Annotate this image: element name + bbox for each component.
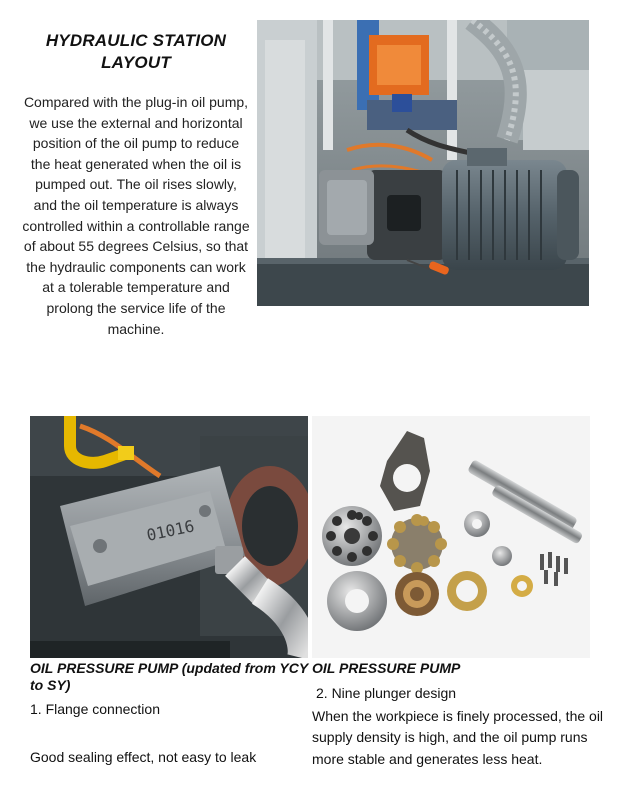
left-caption-title: OIL PRESSURE PUMP (updated from YCY to SY) <box>30 660 308 693</box>
page-title <box>22 30 250 74</box>
right-caption-item-2: When the workpiece is finely processed, the oil supply density is high, and the oil pump runs more stable and generates less heat. <box>312 707 604 767</box>
pump-parts-photo <box>312 416 590 658</box>
title-line-1: HYDRAULIC STATION <box>45 31 227 50</box>
oil-pressure-pump-photo <box>30 416 308 658</box>
hydraulic-station-photo <box>257 20 589 306</box>
left-caption-item-2: Good sealing effect, not easy to leak <box>30 749 257 765</box>
right-caption-title: OIL PRESSURE PUMP <box>312 660 461 676</box>
title-line-2: LAYOUT <box>101 53 171 72</box>
intro-paragraph: Compared with the plug-in oil pump, we use the external and horizontal position of the oil pump to reduce the heat generated when the oil is pumped out. The oil rises slowly, and the oil temperature is always controlled within a controllable range of about 55 degrees Celsius, so that the hydraulic components can work at a tolerable temperature and prolong the service life of the machine. <box>22 94 250 337</box>
left-caption-item-1: 1. Flange connection <box>30 701 160 717</box>
left-caption <box>30 660 308 768</box>
pump-stamp-number: 01016 <box>144 516 196 545</box>
right-caption <box>312 660 612 770</box>
right-caption-item-1: 2. Nine plunger design <box>316 684 457 701</box>
intro-block <box>22 30 250 339</box>
